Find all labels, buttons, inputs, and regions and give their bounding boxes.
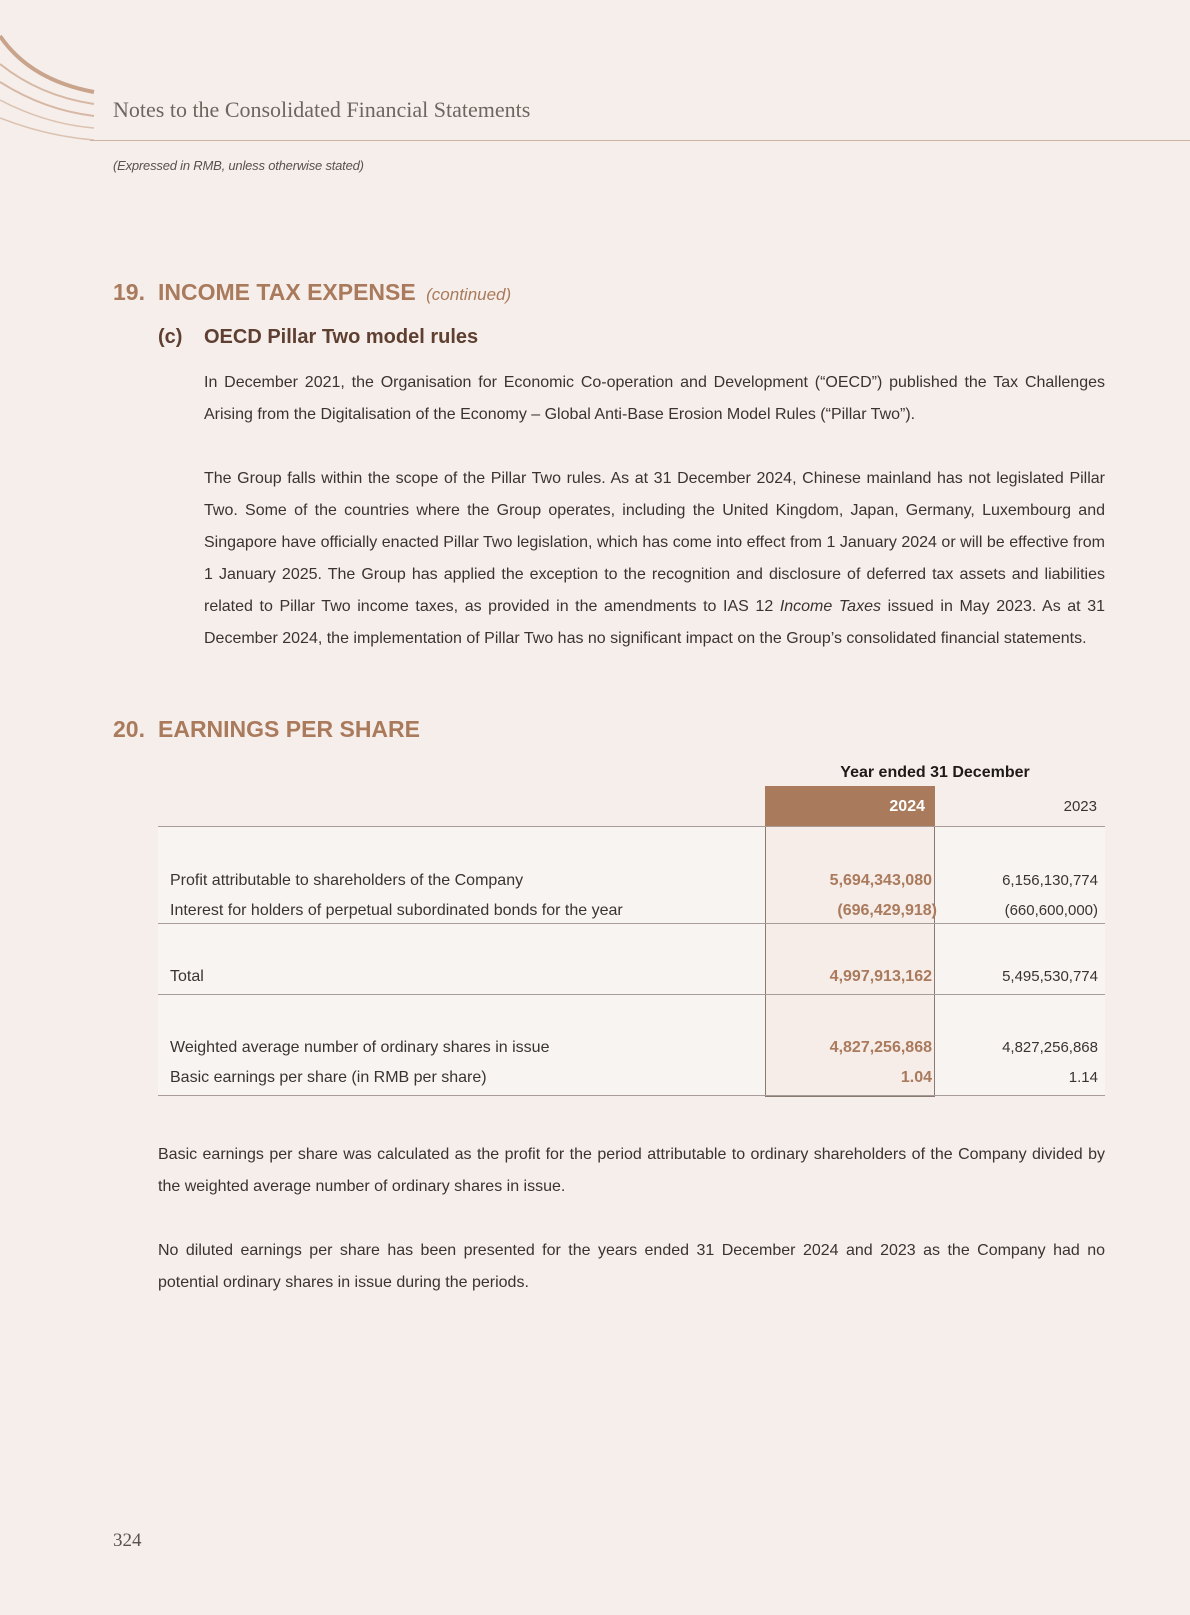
row-value-2024: 4,997,913,162	[829, 968, 932, 985]
corner-decoration	[0, 0, 110, 150]
pillar-two-text-b: issued in May 2023. As at 31 December 2024, the implementation of Pillar Two has no significant impact on the Group’s consolidated financial statements.	[204, 598, 1106, 647]
basic-eps-paragraph: Basic earnings per share was calculated as the profit for the period attributable to ordinary shareholders of the Company divided by the weighted average number of ordinary shares in issue.	[158, 1146, 1105, 1195]
row-value-2024: (696,429,918)	[837, 902, 937, 919]
pillar-two-paragraph	[204, 463, 1105, 655]
section-20-number: 20.	[113, 716, 145, 742]
section-19-heading	[113, 279, 511, 306]
subsection-c-heading	[158, 326, 478, 349]
section-20-heading	[113, 716, 420, 743]
row-label: Profit attributable to shareholders of the Company	[170, 872, 524, 889]
section-19-continued: (continued)	[426, 285, 512, 304]
row-value-2023: 6,156,130,774	[1002, 872, 1098, 889]
page-number: 324	[113, 1530, 142, 1551]
row-value-2023: 5,495,530,774	[1002, 968, 1098, 985]
table-row	[158, 1069, 1105, 1093]
table-row	[158, 872, 1105, 896]
row-value-2024: 1.04	[900, 1069, 932, 1086]
col-2024-header: 2024	[889, 798, 925, 815]
period-header: Year ended 31 December	[840, 764, 1030, 781]
row-label: Weighted average number of ordinary shares in issue	[170, 1039, 550, 1056]
table-rule	[158, 826, 1105, 827]
table-rule	[158, 994, 1105, 995]
header-rule	[90, 140, 1190, 141]
subsection-title: OECD Pillar Two model rules	[204, 326, 479, 348]
pillar-two-text-italic: Income Taxes	[779, 598, 881, 615]
table-rule	[158, 923, 1105, 924]
expressed-note: (Expressed in RMB, unless otherwise stated)	[113, 158, 364, 173]
section-19-number: 19.	[113, 279, 145, 305]
table-row	[158, 1039, 1105, 1063]
row-label: Total	[170, 968, 204, 985]
row-value-2023: (660,600,000)	[1004, 902, 1098, 919]
running-title: Notes to the Consolidated Financial Statements	[113, 97, 531, 122]
col-2023-header: 2023	[1063, 798, 1097, 815]
row-label: Basic earnings per share (in RMB per share)	[170, 1069, 487, 1086]
subsection-label: (c)	[158, 326, 183, 348]
oecd-paragraph: In December 2021, the Organisation for Economic Co-operation and Development (“OECD”) published the Tax Challenges Arising from the Digitalisation of the Economy – Global Anti-Base Erosion Model Rules (“Pillar Two”).	[204, 374, 1105, 423]
eps-table	[158, 760, 1105, 1100]
pillar-two-text-a: The Group falls within the scope of the Pillar Two rules. As at 31 December 2024, Chinese mainland has not legislated Pillar Two. Some of the countries where the Group operates, including the United Kingdom, Japan, Germany, Luxembourg and Singapore have officially enacted Pillar Two legislation, which has come into effect from 1 January 2024 or will be effective from 1 January 2025. The Group has applied the exception to the recognition and disclosure of deferred tax assets and liabilities related to Pillar Two income taxes, as provided in the amendments to IAS 12	[204, 470, 1105, 615]
table-row	[158, 968, 1105, 992]
row-value-2024: 4,827,256,868	[829, 1039, 932, 1056]
diluted-eps-paragraph: No diluted earnings per share has been presented for the years ended 31 December 2024 and 2023 as the Company had no potential ordinary shares in issue during the periods.	[158, 1242, 1105, 1291]
section-20-title: EARNINGS PER SHARE	[158, 716, 420, 742]
table-rule	[158, 1095, 1105, 1096]
row-label: Interest for holders of perpetual subordinated bonds for the year	[170, 902, 623, 919]
section-19-title: INCOME TAX EXPENSE	[158, 279, 416, 305]
row-value-2023: 1.14	[1068, 1069, 1098, 1086]
row-value-2023: 4,827,256,868	[1002, 1039, 1098, 1056]
row-value-2024: 5,694,343,080	[829, 872, 932, 889]
